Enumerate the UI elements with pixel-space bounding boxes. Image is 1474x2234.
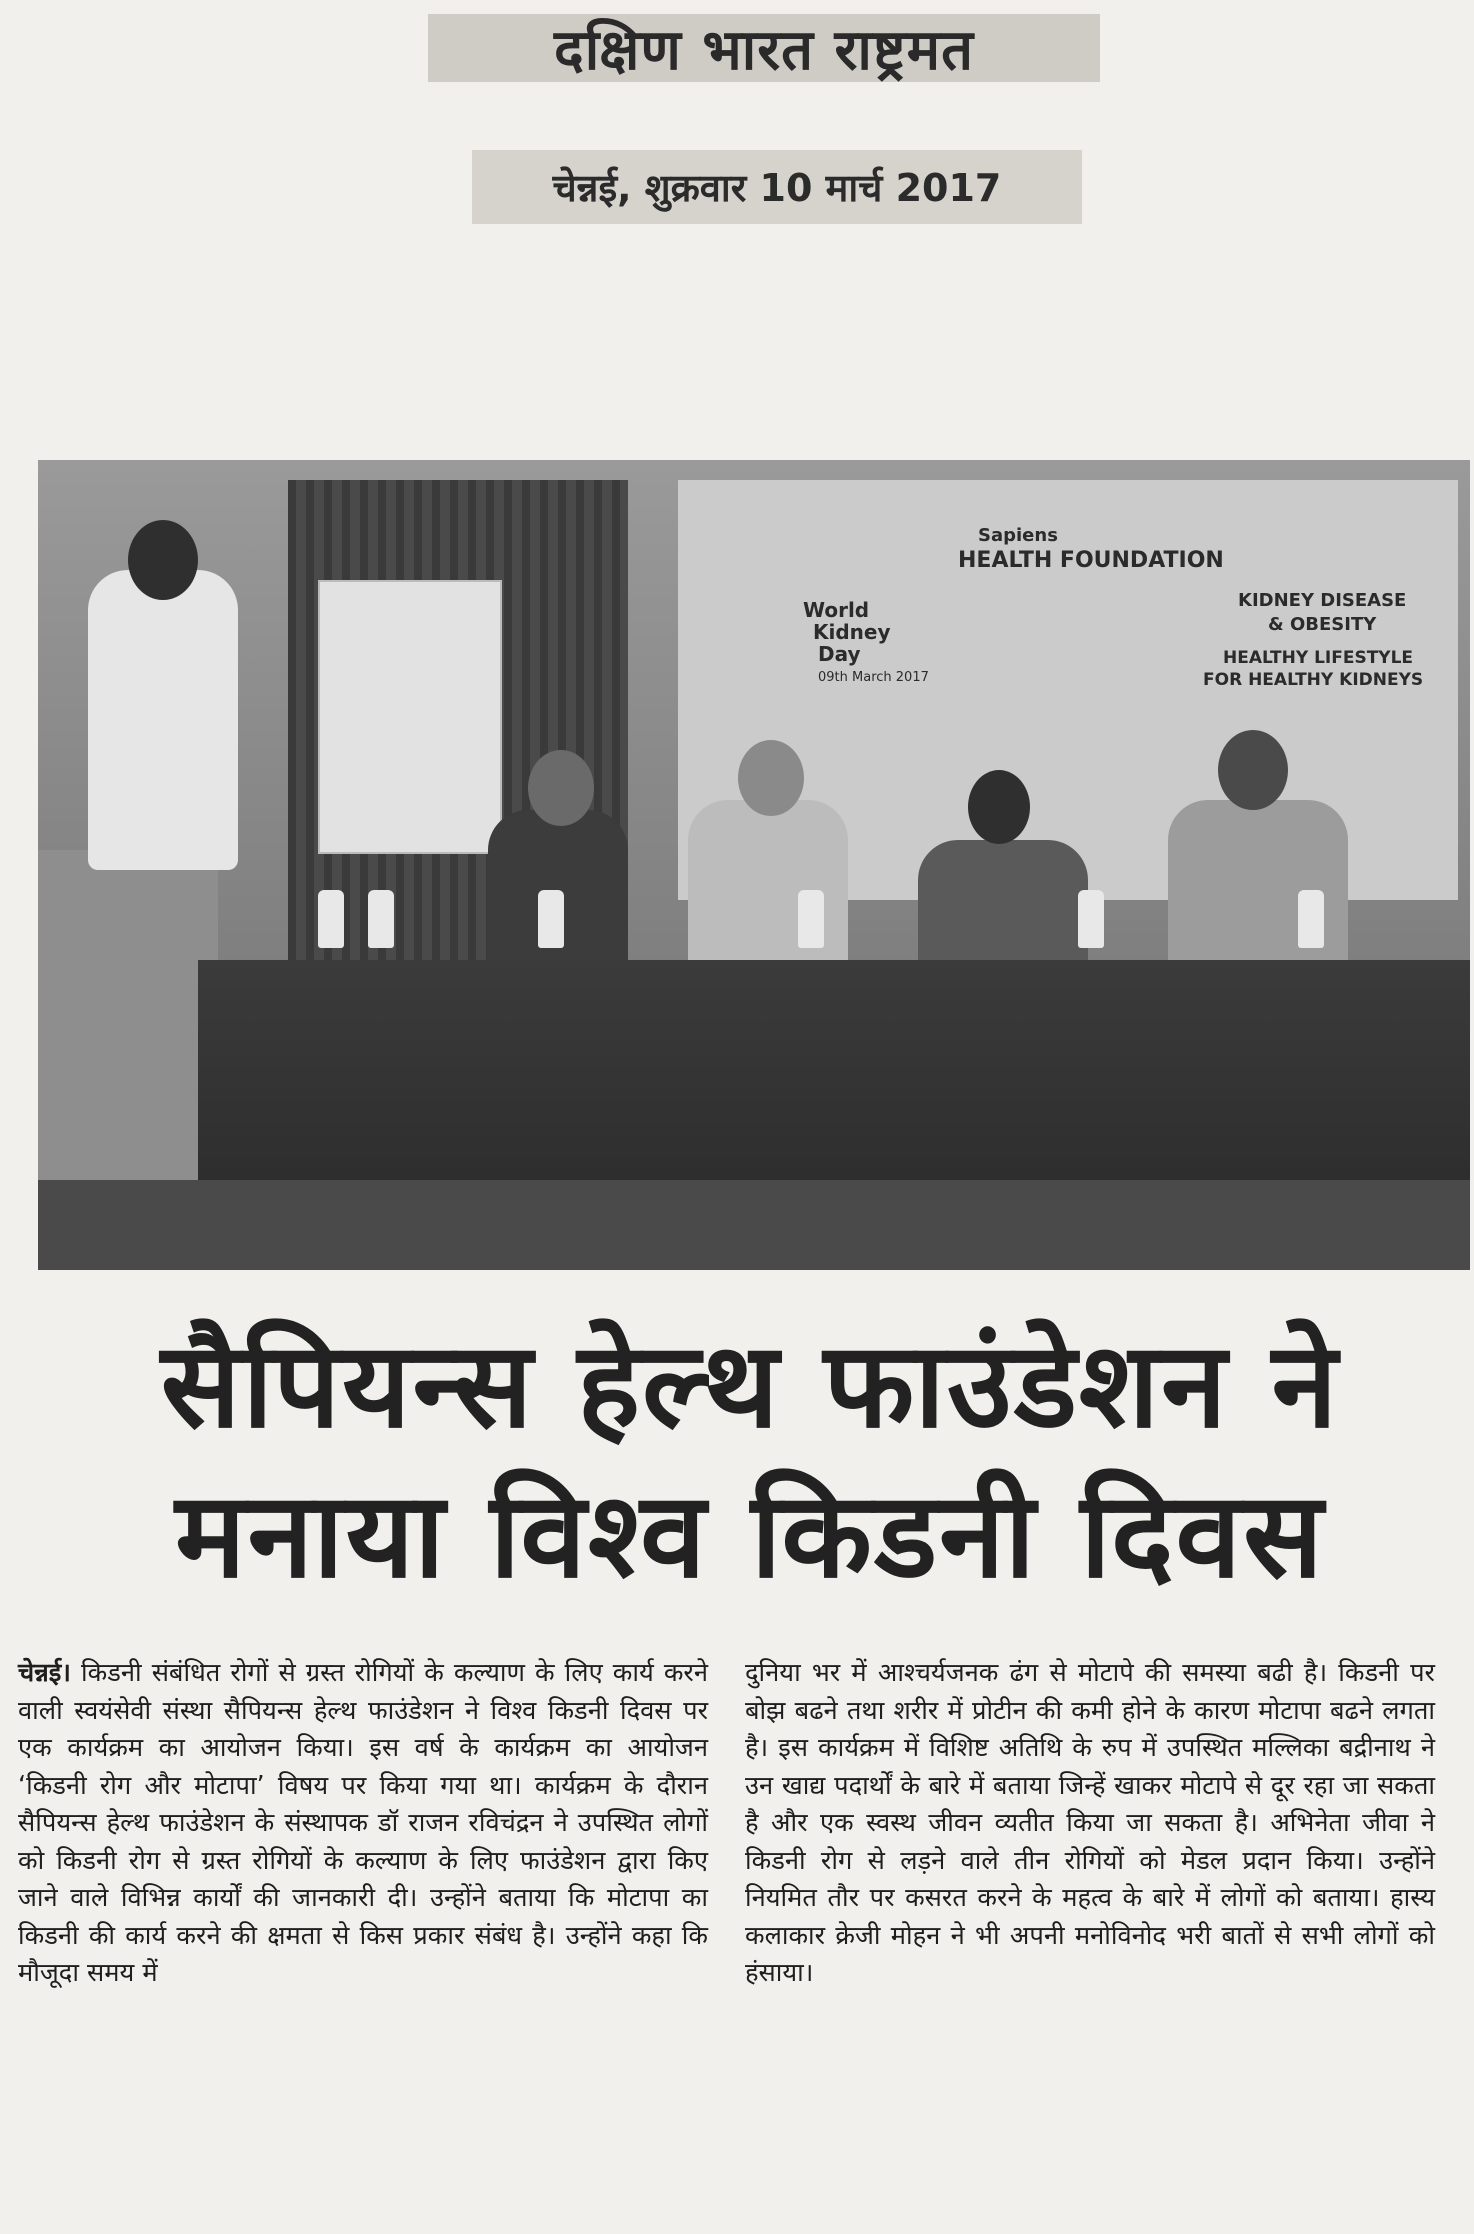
photo-bottle [1078,890,1104,948]
article-column-right [745,1655,1435,1993]
article-text-right: दुनिया भर में आश्चर्यजनक ढंग से मोटापे की समस्या बढी है। किडनी पर बोझ बढने तथा शरीर में प्रोटीन की कमी होने के कारण मोटापा बढने लगता है। इस कार्यक्रम में विशिष्ट अतिथि के रुप में उपस्थित मल्लिका बद्रीनाथ ने उन खाद्य पदार्थों के बारे में बताया जिन्हें खाकर मोटापे से दूर रहा जा सकता है और एक स्वस्थ जीवन व्यतीत किया जा सकता है। अभिनेता जीवा ने किडनी रोग से लड़ने वाले तीन रोगियों को मेडल प्रदान किया। उन्होंने नियमित तौर पर कसरत करने के महत्व के बारे में लोगों को बताया। हास्य कलाकार क्रेजी मोहन ने भी अपनी मनोविनोद भरी बातों से सभी लोगों को हंसाया। [745,1658,1435,1988]
backdrop-theme-line4: FOR HEALTHY KIDNEYS [1203,670,1424,690]
photo-bottle [538,890,564,948]
backdrop-org-line1: Sapiens [978,525,1058,546]
photo-bottle [1298,890,1324,948]
photo-floor [38,1180,1470,1270]
photo-bottle [368,890,394,948]
photo-standee [318,580,502,854]
headline-line2: मनाया विश्व किडनी दिवस [175,1466,1325,1604]
headline [60,1310,1440,1610]
backdrop-wkd-line2: Kidney [813,620,891,644]
photo-bottle [798,890,824,948]
event-photo [38,460,1470,1270]
article-column-left [18,1655,708,1993]
headline-line1: सैपियन्स हेल्थ फाउंडेशन ने [160,1316,1340,1454]
backdrop-wkd-date: 09th March 2017 [818,670,929,685]
article-place: चेन्नई। [18,1658,71,1688]
dateline: चेन्नई, शुक्रवार 10 मार्च 2017 [472,150,1082,224]
masthead: दक्षिण भारत राष्ट्रमत [428,14,1100,82]
backdrop-theme-line2: & OBESITY [1268,614,1377,635]
photo-guest-3-head [968,770,1030,844]
photo-guest-1-head [528,750,594,826]
backdrop-wkd-line1: World [803,598,870,622]
backdrop-org-line2: HEALTH FOUNDATION [958,548,1224,573]
photo-guest-4-head [1218,730,1288,810]
backdrop-theme-line1: KIDNEY DISEASE [1238,590,1407,611]
photo-speaker [88,570,238,870]
photo-bottle [318,890,344,948]
photo-guest-2-head [738,740,804,816]
backdrop-theme-line3: HEALTHY LIFESTYLE [1223,648,1414,668]
backdrop-wkd-line3: Day [818,642,861,666]
article-text-left: किडनी संबंधित रोगों से ग्रस्त रोगियों के कल्याण के लिए कार्य करने वाली स्वयंसेवी संस्था सैपियन्स हेल्थ फाउंडेशन ने विश्व किडनी दिवस पर एक कार्यक्रम का आयोजन किया। इस वर्ष के कार्यक्रम का आयोजन ‘किडनी रोग और मोटापा’ विषय पर किया गया था। कार्यक्रम के दौरान सैपियन्स हेल्थ फाउंडेशन के संस्थापक डॉ राजन रविचंद्रन ने उपस्थित लोगों को किडनी रोग से ग्रस्त रोगियों के कल्याण के लिए फाउंडेशन द्वारा किए जाने वाले विभिन्न कार्यों की जानकारी दी। उन्होंने बताया कि मोटापा का किडनी की कार्य करने की क्षमता से किस प्रकार संबंध है। उन्होंने कहा कि मौजूदा समय में [18,1658,708,1988]
photo-table [198,960,1470,1180]
photo-speaker-head [128,520,198,600]
